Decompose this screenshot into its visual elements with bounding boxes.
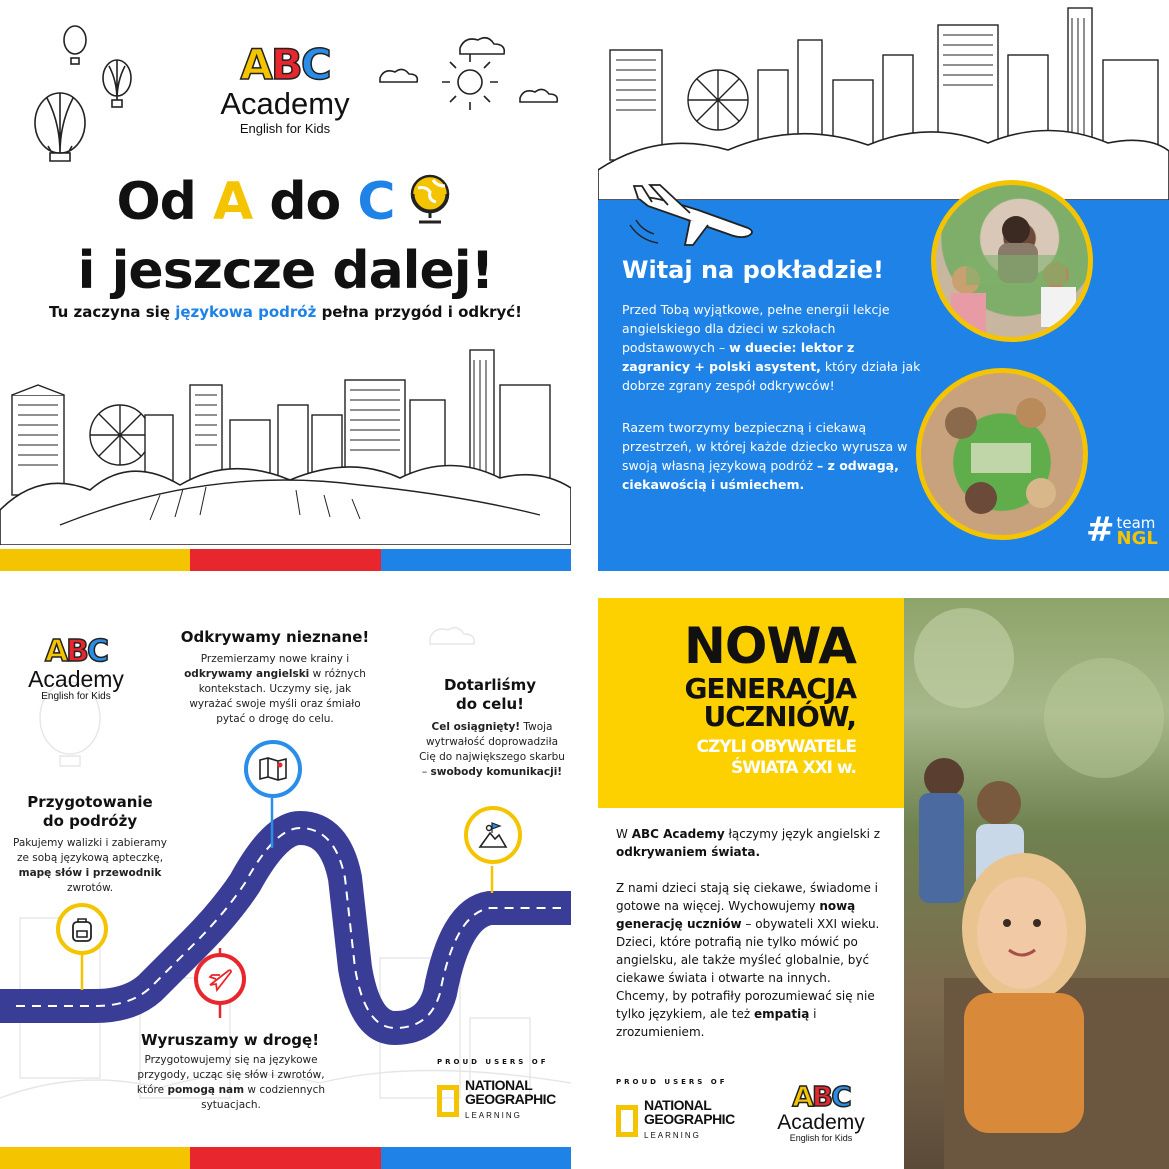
subtitle (0, 303, 571, 321)
panel-welcome (598, 0, 1169, 571)
step-discover-text (180, 652, 370, 727)
proud-users-label: PROUD USERS OF (616, 1078, 728, 1086)
logo-letter-c: C (300, 40, 330, 89)
logo-tagline: English for Kids (789, 1133, 853, 1143)
step-prepare-title: Przygotowanie do podróży (27, 793, 153, 830)
text-part: Przemierzamy nowe krainy i (200, 653, 350, 665)
map-icon (244, 740, 302, 798)
logo-letter-a: A (44, 634, 67, 669)
backpack-icon (56, 903, 108, 955)
subtitle-part: Tu zaczyna się (48, 303, 176, 321)
text-part: Przygotowujemy się na językowe przygody, ucząc się słów i zwrotów, które (136, 1054, 325, 1096)
abc-academy-logo (766, 1082, 876, 1143)
headline-uczniow: UCZNIÓW, (703, 700, 856, 733)
hashtag-ngl: NGL (1116, 528, 1158, 549)
logo-letter-b: B (270, 40, 301, 89)
text-part: w różnych kontekstach. Uczymy się, jak wyrażać swoje myśli oraz śmiało pytać o drogę do celu. (189, 668, 366, 725)
ng-line2: GEOGRAPHIC (644, 1111, 735, 1127)
text-part: i zrozumieniem. (616, 1007, 817, 1039)
logo-academy: Academy (28, 666, 124, 692)
national-geographic-logo (616, 1098, 735, 1143)
logo-letter-a: A (240, 40, 271, 89)
proud-users-label: PROUD USERS OF (437, 1058, 549, 1066)
text-part: który działa jak dobrze zgrany zespół odkrywców! (622, 359, 921, 393)
main-paragraph (616, 879, 886, 1041)
text-bold: – z odwagą, ciekawością i uśmiechem. (622, 458, 899, 492)
ng-yellow-border-icon (616, 1105, 638, 1137)
ng-line1: NATIONAL (644, 1097, 712, 1113)
abc-academy-logo (195, 42, 375, 136)
city-skyline-illustration (598, 0, 1169, 200)
logo-tagline: English for Kids (239, 121, 331, 136)
logo-letter-a: A (792, 1080, 812, 1113)
team-ngl-hashtag (1086, 510, 1158, 550)
ng-line3: LEARNING (465, 1111, 522, 1120)
step-discover-title: Odkrywamy nieznane! (180, 628, 370, 646)
national-geographic-logo (437, 1078, 556, 1123)
hot-air-balloons-illustration (25, 18, 145, 168)
welcome-heading: Witaj na pokładzie! (622, 256, 884, 284)
headline-swiata: ŚWIATA XXI w. (730, 758, 856, 778)
hashtag-team: team (1116, 514, 1156, 532)
headline-part: Od (116, 172, 213, 232)
panel-intro (0, 0, 571, 571)
step-destination-title: Dotarliśmy do celu! (443, 676, 537, 713)
text-part: – obywateli XXI wieku. Dzieci, które potrafią nie tylko mówić po angielsku, ale także myśleć globalnie, być ciekawe świata i otwarte na innych. Chcemy, by potrafiły porozumiewać się nie tylko językiem, ale też (616, 917, 880, 1021)
step-depart-title: Wyruszamy w drogę! (140, 1031, 320, 1049)
headline-nowa: NOWA (684, 617, 856, 675)
logo-letter-c: C (87, 634, 108, 669)
airplane-icon (194, 953, 246, 1005)
text-bold: mapę słów i przewodnik (18, 867, 162, 879)
sun-cloud-illustration (375, 30, 565, 110)
subtitle-highlight: językowa podróż (175, 303, 317, 321)
text-part: Twoja wytrwałość doprowadziła Cię do największego skarbu – (419, 721, 565, 778)
headline-part: do (252, 172, 358, 232)
text-bold: pomogą nam (167, 1084, 245, 1096)
welcome-paragraph-2 (622, 418, 922, 494)
headline-czyli: CZYLI OBYWATELE (696, 737, 856, 757)
summit-flag-icon (464, 806, 522, 864)
ng-line2: GEOGRAPHIC (465, 1091, 556, 1107)
text-bold: odkrywamy angielski (184, 668, 310, 680)
intro-paragraph (616, 825, 886, 861)
headline-generacja: GENERACJA (684, 672, 856, 705)
hashtag-words (1117, 515, 1158, 547)
step-prepare-text (6, 836, 174, 896)
panel-new-generation (598, 598, 1169, 1169)
logo-letter-b: B (811, 1080, 832, 1113)
color-stripe (0, 549, 571, 571)
ng-line3: LEARNING (644, 1131, 701, 1140)
text-part: Razem tworzymy bezpieczną i ciekawą przestrzeń, w której każde dziecko wyrusza w swoją własną językową podróż (622, 420, 908, 473)
text-part: w codziennych sytuacjach. (201, 1084, 326, 1111)
airplane-icon (628, 180, 758, 250)
city-skyline-illustration (0, 345, 571, 545)
children-outdoor-photo (904, 598, 1169, 1169)
headline (0, 170, 571, 302)
color-stripe (0, 1147, 571, 1169)
step-destination-text (418, 720, 566, 780)
headline-c: C (357, 172, 395, 232)
text-part: łączymy język angielski z (724, 827, 881, 841)
text-bold: Cel osiągnięty! (431, 721, 521, 733)
logo-letter-b: B (66, 634, 88, 669)
text-part: zwrotów. (66, 882, 114, 894)
headline-line2: i jeszcze dalej! (77, 241, 494, 301)
text-bold: empatią (754, 1007, 810, 1021)
text-bold: swobody komunikacji! (430, 766, 563, 778)
text-bold: nową generację uczniów (616, 899, 856, 931)
hashtag-symbol: # (1086, 510, 1115, 550)
ng-line1: NATIONAL (465, 1077, 533, 1093)
classroom-photo-bottom (916, 368, 1088, 540)
classroom-photo-top (931, 180, 1093, 342)
text-part: Przed Tobą wyjątkowe, pełne energii lekcje angielskiego dla dzieci w szkołach podstawowych – (622, 302, 890, 355)
text-part: Z nami dzieci stają się ciekawe, świadome i gotowe na więcej. Wychowujemy (616, 881, 878, 913)
logo-academy: Academy (777, 1111, 865, 1134)
logo-academy: Academy (220, 86, 350, 121)
welcome-paragraph-1 (622, 300, 922, 395)
text-bold: odkrywaniem świata. (616, 845, 761, 859)
text-bold: ABC Academy (631, 827, 725, 841)
step-depart-text (135, 1053, 327, 1113)
globe-icon (405, 170, 455, 240)
logo-letter-c: C (831, 1080, 850, 1113)
panel-journey (0, 598, 571, 1169)
headline-box (598, 598, 904, 808)
text-part: W (616, 827, 632, 841)
text-part: Pakujemy walizki i zabieramy ze sobą językową apteczkę, (12, 837, 167, 864)
text-bold: w duecie: lektor z zagranicy + polski asystent, (622, 340, 855, 374)
ng-yellow-border-icon (437, 1085, 459, 1117)
logo-tagline: English for Kids (41, 691, 111, 702)
subtitle-part: pełna przygód i odkryć! (316, 303, 523, 321)
headline-a: A (212, 172, 253, 232)
